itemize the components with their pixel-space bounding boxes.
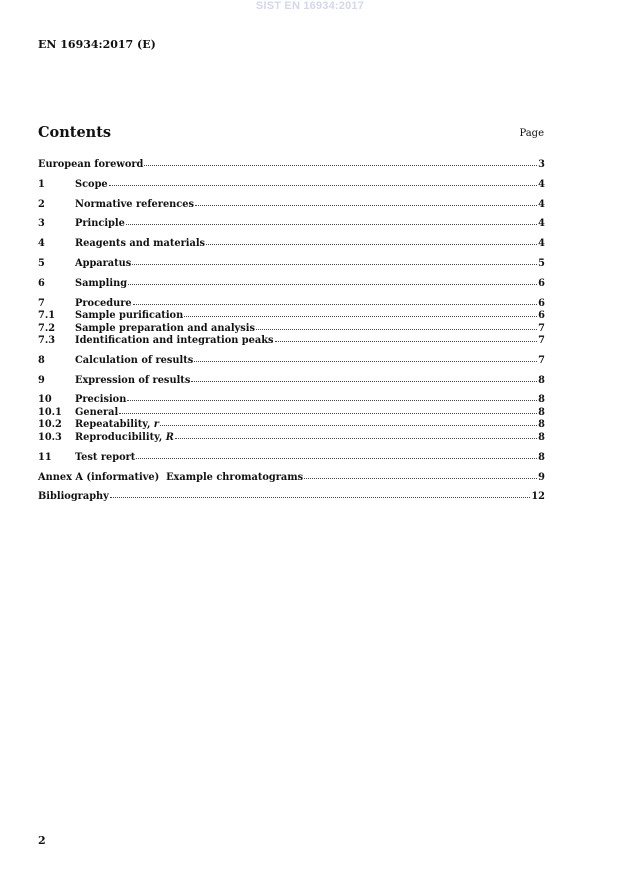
toc-entry-scope[interactable] xyxy=(38,178,545,191)
toc-entry-calculation[interactable] xyxy=(38,354,545,367)
toc-entry-reagents[interactable] xyxy=(38,237,545,250)
toc-title: Bibliography xyxy=(38,491,109,503)
dot-leader xyxy=(126,216,537,225)
page-number: 2 xyxy=(38,834,46,847)
toc-number: 8 xyxy=(38,354,45,366)
toc-title: Reagents and materials xyxy=(75,238,206,250)
dot-leader xyxy=(144,157,537,166)
toc-title: Identification and integration peaks xyxy=(75,335,274,347)
toc-title: Calculation of results xyxy=(75,354,194,366)
toc-title-text: Repeatability, xyxy=(75,419,154,431)
dot-leader xyxy=(109,177,538,186)
toc-page: 8 xyxy=(538,406,545,418)
document-id: EN 16934:2017 (E) xyxy=(38,38,156,51)
toc-entry-test-report[interactable] xyxy=(38,451,545,464)
dot-leader xyxy=(194,353,537,362)
toc-title: Normative references xyxy=(75,198,195,210)
toc-number: 7.2 xyxy=(38,322,56,334)
toc-number: 11 xyxy=(38,451,52,463)
toc-page: 4 xyxy=(538,198,545,210)
table-of-contents xyxy=(38,158,545,503)
toc-title-symbol: R xyxy=(165,431,174,443)
toc-title xyxy=(75,432,174,445)
dot-leader xyxy=(175,430,537,439)
dot-leader xyxy=(275,333,538,342)
toc-number: 5 xyxy=(38,257,45,269)
dot-leader xyxy=(256,321,537,330)
watermark: SIST EN 16934:2017 xyxy=(255,0,365,12)
toc-page: 4 xyxy=(538,238,545,250)
toc-number: 4 xyxy=(38,238,45,250)
toc-title: General xyxy=(75,406,119,418)
toc-number: 10 xyxy=(38,394,52,406)
toc-entry-principle[interactable] xyxy=(38,217,545,230)
toc-entry-normative-references[interactable] xyxy=(38,198,545,211)
toc-page: 7 xyxy=(538,335,545,347)
toc-title: Annex A (informative) Example chromatograms xyxy=(38,471,304,483)
toc-title-symbol: r xyxy=(153,419,159,431)
toc-entry-foreword[interactable] xyxy=(38,158,545,171)
dot-leader xyxy=(195,197,537,206)
toc-number: 10.1 xyxy=(38,406,62,418)
toc-entry-sampling[interactable] xyxy=(38,277,545,290)
toc-page: 5 xyxy=(538,257,545,269)
dot-leader xyxy=(184,308,537,317)
toc-title: Procedure xyxy=(75,297,132,309)
toc-page: 6 xyxy=(538,297,545,309)
dot-leader xyxy=(136,450,537,459)
dot-leader xyxy=(132,256,537,265)
contents-heading: Contents xyxy=(38,124,112,141)
toc-title-text: Reproducibility, xyxy=(75,431,166,443)
toc-number: 10.2 xyxy=(38,419,62,431)
toc-page: 4 xyxy=(538,218,545,230)
toc-page: 8 xyxy=(538,431,545,443)
toc-page: 8 xyxy=(538,419,545,431)
toc-title: Scope xyxy=(75,178,108,190)
toc-number: 10.3 xyxy=(38,431,62,443)
toc-entry-bibliography[interactable] xyxy=(38,490,545,503)
toc-page: 6 xyxy=(538,277,545,289)
toc-title: Sample purification xyxy=(75,310,184,322)
toc-title: Apparatus xyxy=(75,257,132,269)
toc-page: 8 xyxy=(538,374,545,386)
toc-title xyxy=(75,419,159,432)
toc-title: Principle xyxy=(75,218,125,230)
page-column-label: Page xyxy=(519,128,544,139)
toc-page: 8 xyxy=(538,394,545,406)
toc-entry-identification[interactable] xyxy=(38,334,545,347)
toc-number: 7 xyxy=(38,297,45,309)
toc-title: Sample preparation and analysis xyxy=(75,322,255,334)
dot-leader xyxy=(133,296,538,305)
toc-title: Sampling xyxy=(75,277,128,289)
toc-title: Expression of results xyxy=(75,374,191,386)
toc-number: 6 xyxy=(38,277,45,289)
dot-leader xyxy=(206,236,537,245)
toc-number: 7.1 xyxy=(38,310,56,322)
toc-title: Test report xyxy=(75,451,136,463)
toc-entry-apparatus[interactable] xyxy=(38,257,545,270)
toc-number: 2 xyxy=(38,198,45,210)
toc-page: 9 xyxy=(538,471,545,483)
toc-page: 6 xyxy=(538,310,545,322)
toc-page: 3 xyxy=(538,159,545,170)
toc-number: 1 xyxy=(38,178,45,190)
toc-title: Precision xyxy=(75,394,127,406)
toc-page: 7 xyxy=(538,354,545,366)
dot-leader xyxy=(128,276,537,285)
dot-leader xyxy=(119,405,537,414)
toc-number: 7.3 xyxy=(38,335,56,347)
toc-number: 3 xyxy=(38,218,45,230)
toc-entry-expression[interactable] xyxy=(38,374,545,387)
toc-number: 9 xyxy=(38,374,45,386)
toc-page: 4 xyxy=(538,178,545,190)
dot-leader xyxy=(160,417,537,426)
toc-page: 8 xyxy=(538,451,545,463)
dot-leader xyxy=(127,392,537,401)
dot-leader xyxy=(304,470,537,479)
dot-leader xyxy=(191,373,537,382)
toc-page: 7 xyxy=(538,322,545,334)
toc-entry-reproducibility[interactable] xyxy=(38,431,545,444)
toc-title: European foreword xyxy=(38,159,144,170)
dot-leader xyxy=(110,489,531,498)
toc-entry-annex-a[interactable] xyxy=(38,471,545,484)
toc-page: 12 xyxy=(531,491,545,503)
